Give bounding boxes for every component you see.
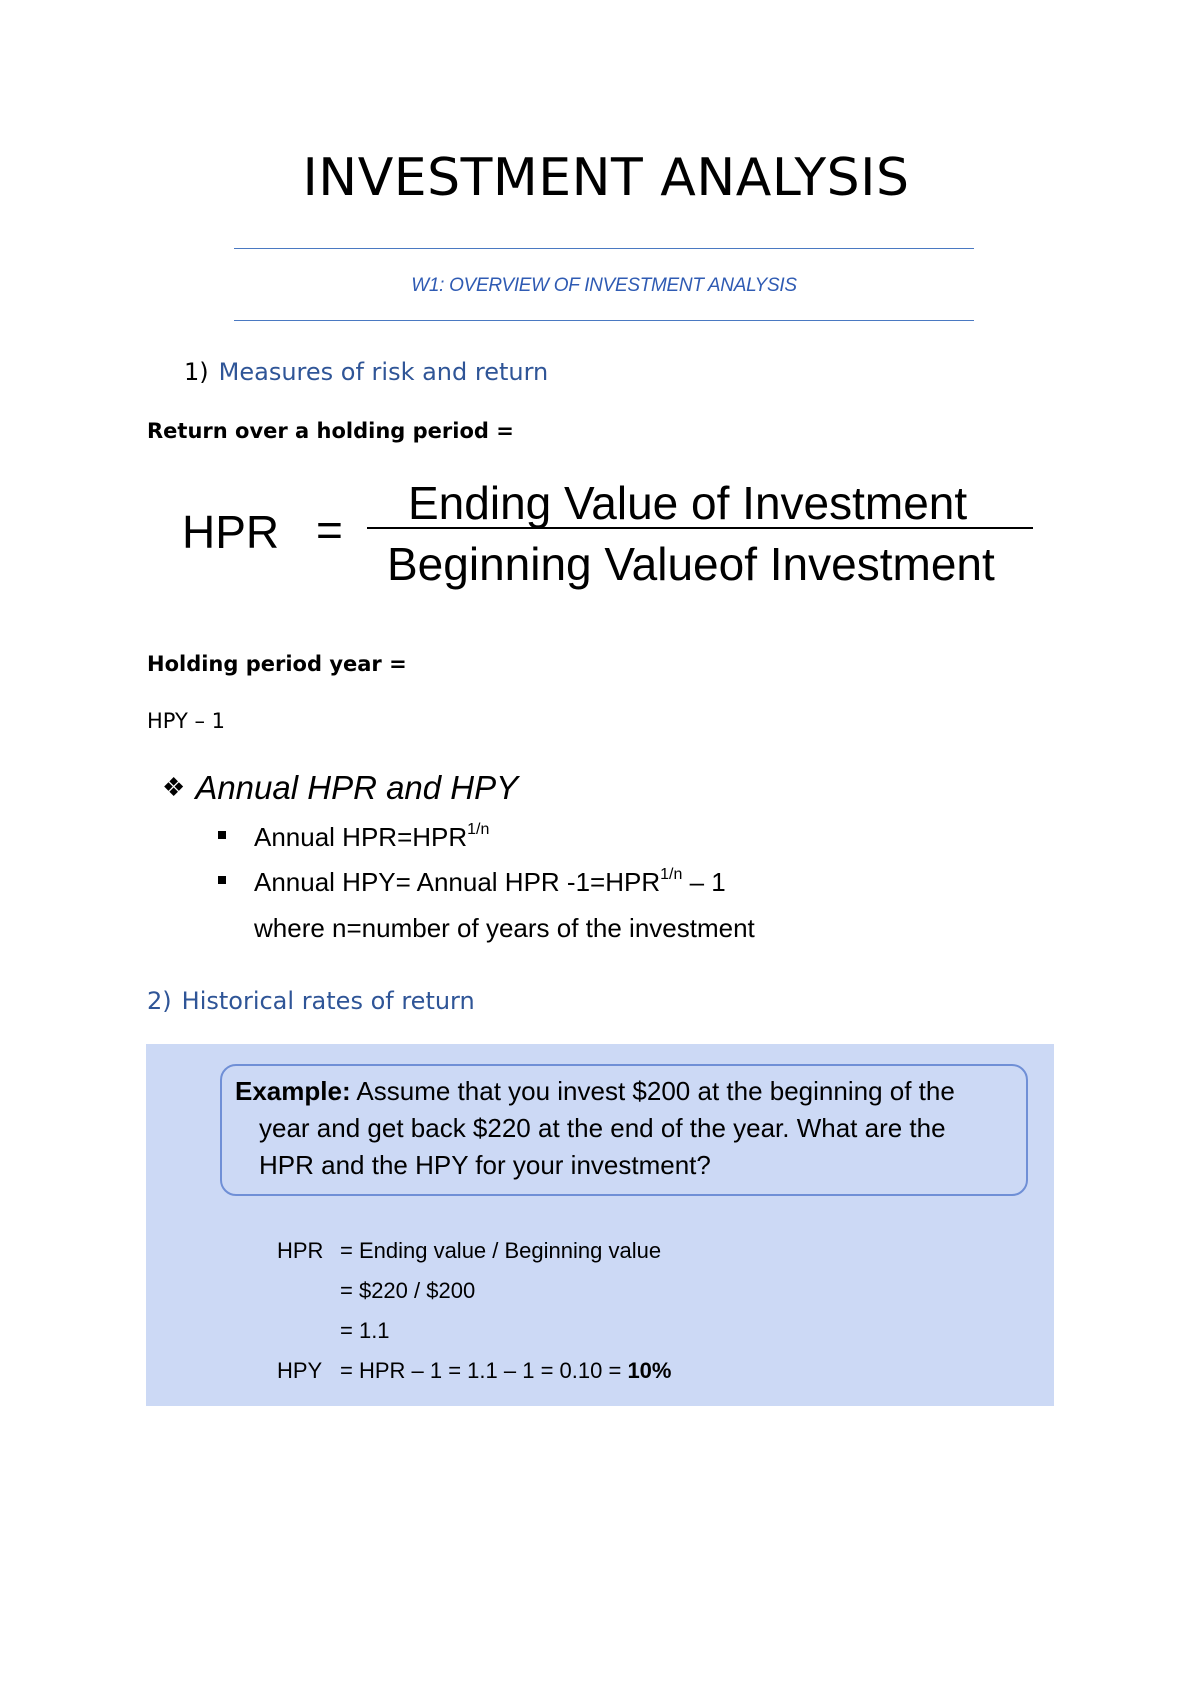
hpy-label: Holding period year = [147,652,407,676]
section-2-heading [147,986,475,1016]
annual-hpy-text: Annual HPY= Annual HPR -1=HPR [254,867,661,897]
annual-hpy-bullet [254,866,726,898]
calc-hpr-label: HPR [277,1238,324,1263]
formula-lhs: HPR [182,506,280,558]
title-rule-bottom [234,320,974,321]
calc-hpr-line-3: = 1.1 [340,1318,390,1343]
square-bullet-icon [218,876,226,884]
section-1-heading [184,357,548,387]
calc-hpr-line-1: = Ending value / Beginning value [340,1238,662,1263]
annual-note: where n=number of years of the investment [254,913,755,943]
square-bullet-icon [218,831,226,839]
title-rule-top [234,248,974,249]
return-label: Return over a holding period = [147,419,514,443]
section-1-title: Measures of risk and return [218,358,549,386]
hpy-value: HPY – 1 [147,709,226,733]
example-question [235,1073,1020,1184]
annual-heading [162,767,518,808]
calc-hpy-line [340,1357,671,1385]
annual-heading-text: Annual HPR and HPY [195,769,519,806]
document-title: INVESTMENT ANALYSIS [302,148,910,208]
annual-hpr-exponent: 1/n [467,821,490,838]
formula-denominator: Beginning Valueof Investment [387,538,995,590]
formula-numerator: Ending Value of Investment [408,477,968,529]
calc-hpy-result: 10% [627,1358,672,1383]
example-line-1: Assume that you invest $200 at the beginning of the [356,1076,955,1106]
calc-hpr-line-2: = $220 / $200 [340,1278,476,1303]
section-1-number: 1) [184,358,209,386]
document-subtitle: W1: OVERVIEW OF INVESTMENT ANALYSIS [411,275,797,296]
fraction-bar [367,527,1033,529]
example-line-2: year and get back $220 at the end of the year. What are the [259,1113,946,1143]
formula-equals: = [316,504,343,556]
annual-hpr-bullet [254,821,489,853]
example-line-3: HPR and the HPY for your investment? [259,1150,711,1180]
section-2-title: Historical rates of return [181,987,475,1015]
calc-hpy-expression: = HPR – 1 = 1.1 – 1 = 0.10 = [340,1358,622,1383]
example-label: Example: [235,1076,351,1106]
annual-hpy-suffix: – 1 [689,867,726,897]
calc-hpy-label: HPY [277,1358,323,1383]
diamond-bullet-icon: ❖ [162,772,186,802]
annual-hpy-exponent: 1/n [660,866,683,883]
section-2-number: 2) [147,987,172,1015]
annual-hpr-text: Annual HPR=HPR [254,822,468,852]
